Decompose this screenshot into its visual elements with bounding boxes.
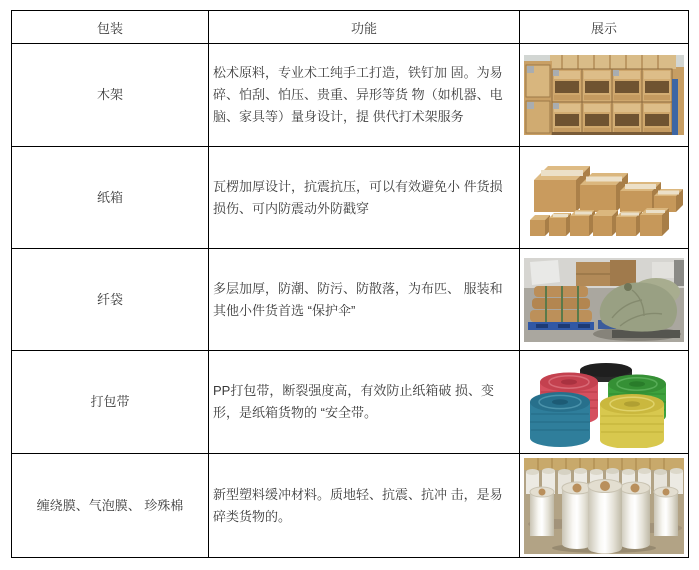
function-description: 多层加厚，防潮、防污、防散落，为布匹、 服装和其他小件货首选 “保护伞” bbox=[209, 249, 520, 351]
header-packaging: 包装 bbox=[12, 11, 209, 44]
table-row bbox=[12, 249, 689, 351]
function-description: 松术原料，专业术工纯手工打造，铁钉加 固。为易碎、怕刮、怕压、贵重、异形等货 物（如机器、电脑、家具等）量身设计，提 供代打术架服务 bbox=[209, 44, 520, 147]
stretch-film-rolls-photo bbox=[524, 458, 684, 554]
packaging-name: 纤袋 bbox=[12, 249, 209, 351]
packaging-table bbox=[11, 10, 689, 558]
function-description: PP打包带，断裂强度高，有效防止纸箱破 损、变形，是纸箱货物的 “安全带。 bbox=[209, 351, 520, 454]
display-photo-cell bbox=[520, 249, 689, 351]
table-row bbox=[12, 351, 689, 454]
packaging-name: 缠绕膜、气泡膜、 珍殊棉 bbox=[12, 454, 209, 558]
header-row bbox=[12, 11, 689, 44]
display-photo-cell bbox=[520, 454, 689, 558]
cardboard-boxes-photo bbox=[524, 150, 684, 245]
header-display: 展示 bbox=[520, 11, 689, 44]
table-row bbox=[12, 454, 689, 558]
header-function: 功能 bbox=[209, 11, 520, 44]
wooden-crates-photo bbox=[524, 55, 684, 135]
packaging-name: 木架 bbox=[12, 44, 209, 147]
function-description: 新型塑料缓冲材料。质地轻、抗震、抗冲 击，是易碎类货物的。 bbox=[209, 454, 520, 558]
display-photo-cell bbox=[520, 351, 689, 454]
table-row bbox=[12, 44, 689, 147]
woven-bags-photo bbox=[524, 258, 684, 342]
table-row bbox=[12, 147, 689, 249]
function-description: 瓦楞加厚设计，抗震抗压，可以有效避免小 件货损损伤、可内防震动外防戳穿 bbox=[209, 147, 520, 249]
packaging-name: 纸箱 bbox=[12, 147, 209, 249]
packaging-name: 打包带 bbox=[12, 351, 209, 454]
display-photo-cell bbox=[520, 44, 689, 147]
display-photo-cell bbox=[520, 147, 689, 249]
strapping-rolls-photo bbox=[524, 356, 684, 448]
